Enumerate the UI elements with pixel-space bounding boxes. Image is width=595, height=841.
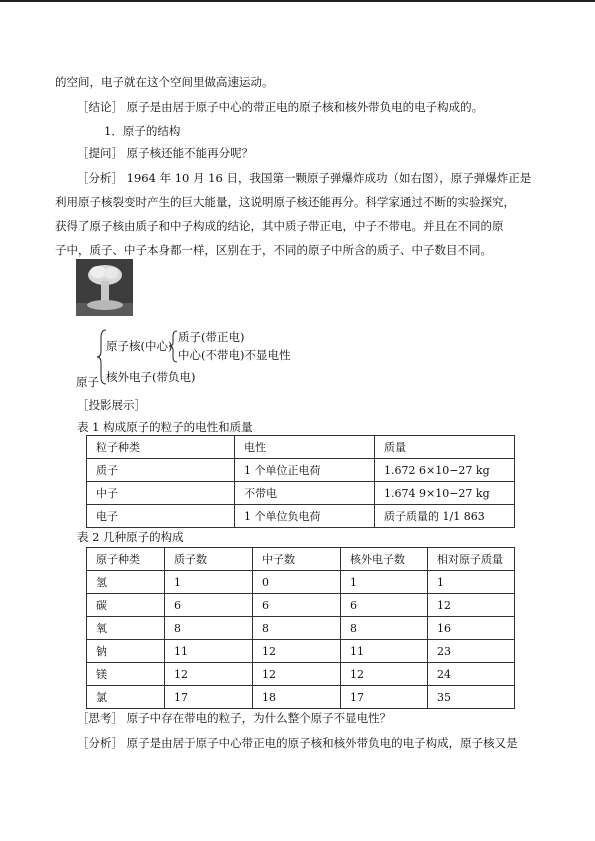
table-cell: 6 — [253, 594, 341, 617]
table-row — [87, 505, 515, 528]
table-row — [87, 482, 515, 505]
table2-caption: 表 2 几种原子的构成 — [77, 530, 184, 544]
table-cell: 钠 — [87, 640, 165, 663]
table-cell: 6 — [165, 594, 253, 617]
table-cell: 24 — [428, 663, 515, 686]
paragraph-analysis-line3: 获得了原子核由质子和中子构成的结论，其中质子带正电，中子不带电。并且在不同的原 — [55, 219, 504, 233]
table-cell: 12 — [341, 663, 428, 686]
table-header-cell: 核外电子数 — [341, 548, 428, 571]
page-top-rule — [0, 0, 595, 2]
table-row — [87, 548, 515, 571]
table-header-cell: 质子数 — [165, 548, 253, 571]
diagram-neutron: 中心(不带电)不显电性 — [178, 348, 291, 362]
table-row — [87, 436, 515, 459]
table-cell: 质子质量的 1/1 863 — [375, 505, 515, 528]
paragraph-analysis-line4: 子中，质子、中子本身都一样，区别在于，不同的原子中所含的质子、中子数目不同。 — [55, 243, 492, 257]
table-cell: 35 — [428, 686, 515, 709]
paragraph-thinking: ［思考］ 原子中存在带电的粒子，为什么整个原子不显电性？ — [77, 711, 392, 725]
table-cell: 12 — [253, 640, 341, 663]
table-header-cell: 电性 — [235, 436, 375, 459]
table-cell: 8 — [253, 617, 341, 640]
table-header-cell: 原子种类 — [87, 548, 165, 571]
table-cell: 12 — [253, 663, 341, 686]
table-cell: 1 — [428, 571, 515, 594]
table-cell: 碳 — [87, 594, 165, 617]
diagram-nucleus: 原子核(中心) — [106, 339, 173, 353]
table-cell: 18 — [253, 686, 341, 709]
atomic-bomb-photo — [76, 259, 133, 316]
table-row — [87, 571, 515, 594]
table-cell: 1.674 9×10−27 kg — [375, 482, 515, 505]
table1-caption: 表 1 构成原子的粒子的电性和质量 — [77, 420, 253, 434]
table-row — [87, 640, 515, 663]
table-cell: 11 — [165, 640, 253, 663]
table-cell: 17 — [341, 686, 428, 709]
paragraph-conclusion: ［结论］ 原子是由居于原子中心的带正电的原子核和核外带负电的电子构成的。 — [77, 100, 484, 114]
table-cell: 0 — [253, 571, 341, 594]
table-cell: 电子 — [87, 505, 235, 528]
table-row — [87, 594, 515, 617]
table-cell: 镁 — [87, 663, 165, 686]
table-cell: 氯 — [87, 686, 165, 709]
table-cell: 氧 — [87, 617, 165, 640]
table-cell: 8 — [341, 617, 428, 640]
table-header-cell: 粒子种类 — [87, 436, 235, 459]
table-header-cell: 相对原子质量 — [428, 548, 515, 571]
table-atom-composition — [86, 547, 515, 709]
paragraph-analysis-line2: 利用原子核裂变时产生的巨大能量，这说明原子核还能再分。科学家通过不断的实验探究， — [55, 195, 515, 209]
diagram-atom: 原子 — [76, 375, 99, 389]
table-cell: 8 — [165, 617, 253, 640]
table-cell: 氢 — [87, 571, 165, 594]
table-header-cell: 中子数 — [253, 548, 341, 571]
paragraph-projection: ［投影展示］ — [77, 398, 146, 412]
diagram-proton: 质子(带正电) — [178, 330, 245, 344]
paragraph-analysis-line1: ［分析］ 1964 年 10 月 16 日，我国第一颗原子弹爆炸成功（如右图），原子弹爆炸正是 — [77, 171, 532, 185]
table-cell: 16 — [428, 617, 515, 640]
table-row — [87, 686, 515, 709]
table-cell: 1 — [165, 571, 253, 594]
table-cell: 1 — [341, 571, 428, 594]
table-cell: 不带电 — [235, 482, 375, 505]
paragraph-analysis-final: ［分析］ 原子是由居于原子中心带正电的原子核和核外带负电的电子构成，原子核又是 — [77, 736, 518, 750]
table-row — [87, 459, 515, 482]
table-cell: 中子 — [87, 482, 235, 505]
table-cell: 12 — [428, 594, 515, 617]
table-cell: 11 — [341, 640, 428, 663]
table-header-cell: 质量 — [375, 436, 515, 459]
table-cell: 6 — [341, 594, 428, 617]
table-cell: 质子 — [87, 459, 235, 482]
table-cell: 1.672 6×10−27 kg — [375, 459, 515, 482]
table-row — [87, 663, 515, 686]
table-cell: 23 — [428, 640, 515, 663]
paragraph-continuation: 的空间，电子就在这个空间里做高速运动。 — [55, 75, 274, 89]
table-cell: 17 — [165, 686, 253, 709]
paragraph-question: ［提问］ 原子核还能不能再分呢？ — [77, 146, 254, 160]
diagram-electron: 核外电子(带负电) — [106, 370, 196, 384]
table-cell: 1 个单位正电荷 — [235, 459, 375, 482]
section-heading-atom-structure: 1．原子的结构 — [104, 124, 181, 138]
table-cell: 1 个单位负电荷 — [235, 505, 375, 528]
table-cell: 12 — [165, 663, 253, 686]
table-particle-properties — [86, 435, 515, 528]
table-row — [87, 617, 515, 640]
